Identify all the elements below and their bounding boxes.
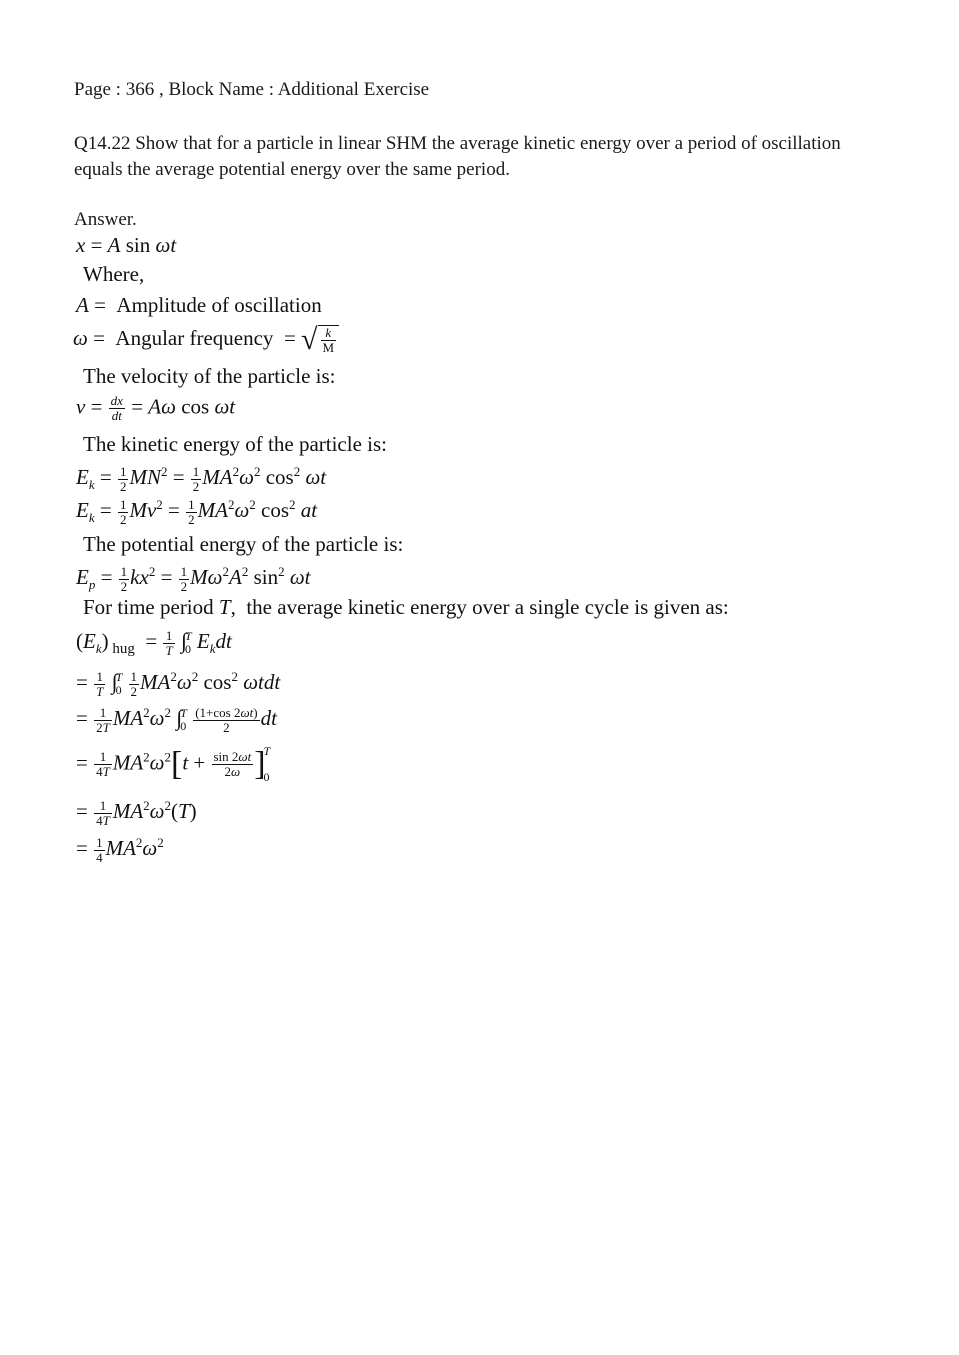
equation-kinetic-1: $E_k$ = $\frac{1}{2}$ $MN^2$ = $\frac{1}{2}$ $MA^2\omega^2$ $\cos^2 \omega t$ <box>76 463 327 494</box>
equation-velocity: v = $\frac{dx}{dt}$ = Aω cos ωt <box>76 393 236 423</box>
question-text: Q14.22 Show that for a particle in linear SHM the average kinetic energy over a period of oscillation equals the average potential energy over the same period. <box>74 133 841 180</box>
equation-average-1: $(E_k) _{hug}$ = $\frac{1}{T}$ ∫ T 0 $E_kdt$ <box>76 627 232 658</box>
equation-amplitude: A = Amplitude of oscillation <box>76 293 322 317</box>
equation-kinetic-2: $E_k$ = $\frac{1}{2}$ $Mv^2$ = $\frac{1}{2}$ $MA^2\omega^2$ $\cos^2$ at <box>76 496 318 527</box>
angular-text: Angular frequency <box>115 325 274 350</box>
equation-average-3: = $\frac{1}{2T}$ $MA^2\omega^2$ ∫ T 0 $\frac{(1+\cos 2\omega t)}{2}$ dt <box>76 704 277 735</box>
equation-average-2: = $\frac{1}{T}$ ∫ T 0 $\frac{1}{2}$ $MA^2\omega^2$ $\cos^2 \omega tdt$ <box>76 668 281 699</box>
equation-angular-frequency: ω = Angular frequency = √ $\frac{k}{M}$ <box>73 323 339 357</box>
equation-average-6: = $\frac{1}{4}$ $MA^2\omega^2$ <box>76 834 164 865</box>
where-text: Where, <box>83 262 145 286</box>
equation-potential: $E_p$ = $\frac{1}{2}$ $kx^2$ = $\frac{1}{2}$ $M\omega^2A^2$ $\sin^2 \omega t$ <box>76 563 311 594</box>
equation-average-4: = $\frac{1}{4T}$ $MA^2\omega^2[t$ + $\frac{\sin 2\omega t}{2\omega}$ ] T 0 <box>76 744 271 784</box>
equation-average-5: = $\frac{1}{4T}$ $MA^2\omega^2(T)$ <box>76 797 197 828</box>
velocity-text: The velocity of the particle is: <box>83 364 336 388</box>
amplitude-text: Amplitude of oscillation <box>116 293 322 317</box>
answer-label: Answer. <box>74 209 137 230</box>
period-text: For time period T, the average kinetic energy over a single cycle is given as: <box>83 595 729 619</box>
page-header: Page : 366 , Block Name : Additional Exercise <box>74 79 430 100</box>
potential-text: The potential energy of the particle is: <box>83 532 404 556</box>
kinetic-text: The kinetic energy of the particle is: <box>83 432 387 456</box>
equation-displacement: x = A sin ωt <box>76 233 177 257</box>
